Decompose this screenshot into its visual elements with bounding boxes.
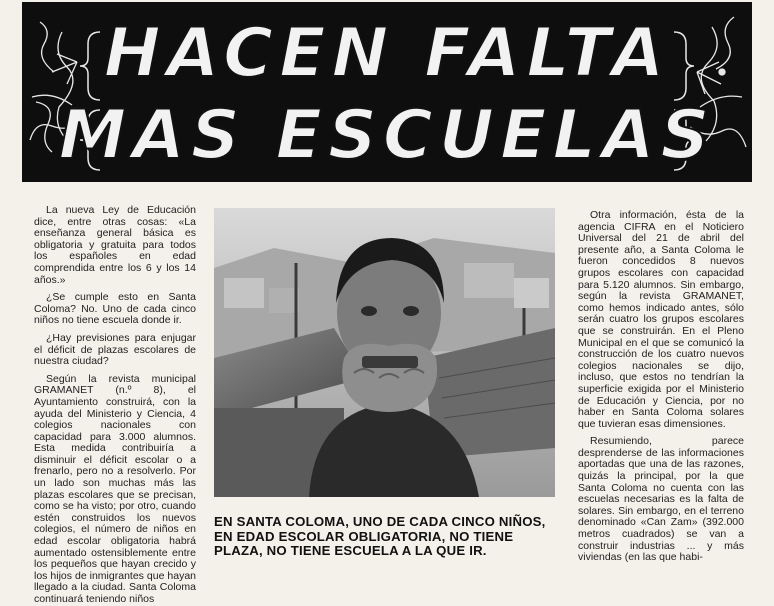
right-text-column — [578, 210, 744, 583]
right-paragraph-1: Otra información, ésta de la agencia CIFRA en el Noticiero Universal del 21 de abril del presente año, a Santa Coloma le fueron concedidos 8 nuevos grupos escolares con capacidad para 5.120 alumnos. Sin embargo, según la revista GRAMANET, como hemos indicado antes, sólo serán cuatro los grupos escolares que se construirán. En el Pleno Municipal en el que se comunicó la construcción de los cuatro nuevos colegios nacionales se dijo, incluso, que estos no tendrían la superficie exigida por el Ministerio de Educación y Ciencia, por no haber en Santa Coloma solares que tuvieran esas dimensiones. — [578, 209, 744, 430]
left-paragraph-4: Según la revista municipal GRAMANET (n.º 8), el Ayuntamiento construirá, con la ayuda del Ministerio y Ciencia, 4 colegios nacionales con capacidad para 3.000 alumnos. Esta medida contribuiría a disminuir el déficit escolar o a frenarlo, pero no a resolverlo. Por un lado son muchas más las plazas escolares que se precisan, como se ha visto; por otro, cuando estén construidos los nuevos colegios, el número de niños en edad escolar obligatoria habrá aumentado ostensiblemente entre los pequeños que hayan crecido y los hijos de inmigrantes que hayan llegado a la ciudad. Santa Coloma continuará teniendo niños — [34, 372, 196, 605]
left-paragraph-1: La nueva Ley de Educación dice, entre otras cosas: «La enseñanza general básica es obligatoria y gratuita para todos los españoles en edad comprendida entre los 6 y los 14 años.» — [34, 204, 196, 286]
photo-caption: EN SANTA COLOMA, UNO DE CADA CINCO NIÑOS, EN EDAD ESCOLAR OBLIGATORIA, NO TIENE PLAZA, NO TIENE ESCUELA A LA QUE IR. — [214, 514, 546, 559]
left-paragraph-2: ¿Se cumple esto en Santa Coloma? No. Uno de cada cinco niños no tiene escuela donde ir. — [34, 291, 196, 327]
left-text-column — [34, 204, 196, 605]
left-paragraph-3: ¿Hay previsiones para enjugar el déficit de plazas escolares de nuestra ciudad? — [34, 331, 196, 368]
headline-banner — [22, 2, 752, 182]
right-paragraph-2: Resumiendo, parece desprenderse de las informaciones aportadas que una de las razones, quizás la principal, por la que Santa Coloma no cuenta con las escuelas necesarias es la falta de solares. Sin embargo, en el terreno denominado «Can Zam» (392.000 metros cuadrados) se van a construir industrias ... y más viviendas (en las que habi- — [578, 435, 744, 564]
headline-line-2: MAS ESCUELAS — [58, 96, 716, 175]
headline-line-1: HACEN FALTA — [103, 14, 671, 93]
boy-harmonica-photo — [214, 208, 555, 497]
photo-illustration — [214, 208, 555, 497]
